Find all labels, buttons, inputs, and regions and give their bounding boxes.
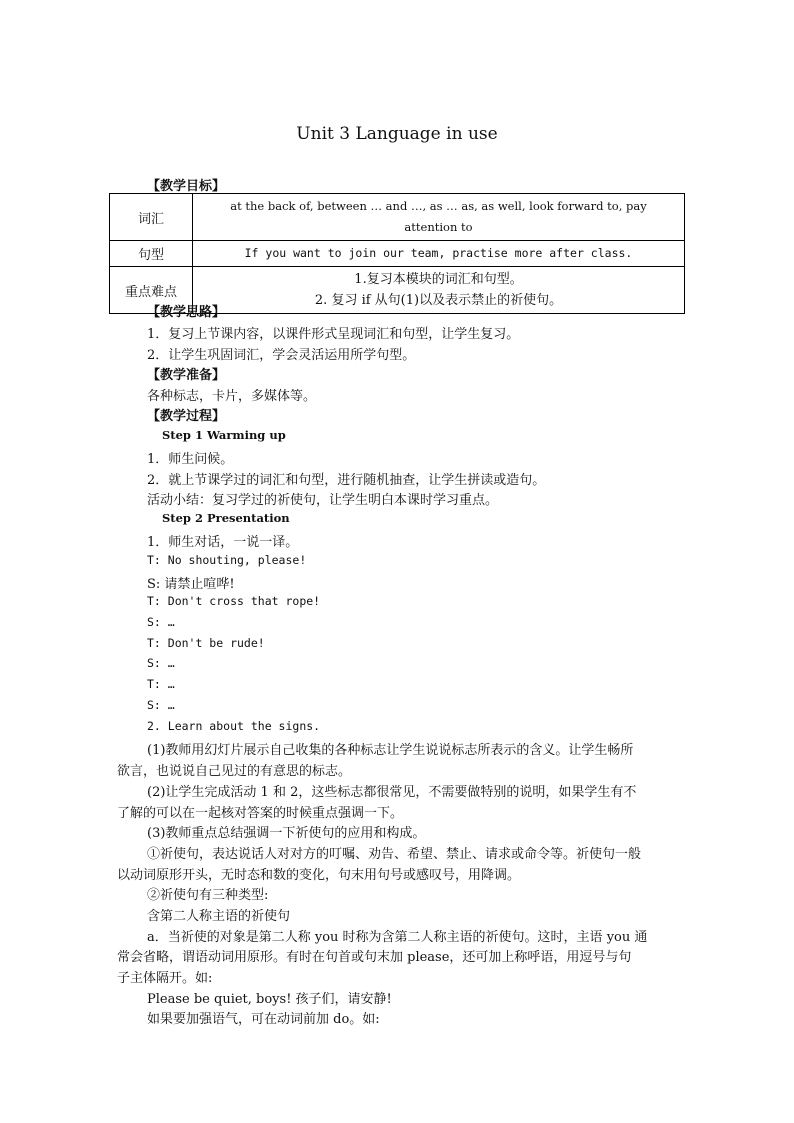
step1-item-1: 1．师生问候。 [147, 452, 234, 467]
process-heading: 【教学过程】 [147, 409, 226, 424]
sentence-line-1: If you want to join our team, practise more after class. [244, 246, 633, 260]
step2-title: Step 2 Presentation [162, 511, 290, 525]
vocabulary-line-2: attention to [404, 220, 473, 234]
dialogue-line: T: Don't be rude! [147, 636, 265, 650]
dialogue-line: S: … [147, 656, 175, 670]
table-row [110, 241, 685, 267]
dialogue-line: S: … [147, 615, 175, 629]
dialogue-line: S: … [147, 698, 175, 712]
paragraph-line: a．当祈使的对象是第二人称 you 时称为含第二人称主语的祈使句。这时，主语 you 通 [147, 930, 648, 945]
paragraph-line: 欲言，也说说自己见过的有意思的标志。 [117, 764, 352, 779]
paragraph-line: (1)教师用幻灯片展示自己收集的各种标志让学生说说标志所表示的含义。让学生畅所 [147, 743, 634, 758]
example-line: Please be quiet, boys! 孩子们，请安静! [147, 992, 392, 1007]
row-value-sentence [193, 241, 685, 267]
row-label-sentence: 句型 [110, 241, 193, 267]
paragraph-line: 了解的可以在一起核对答案的时候重点强调一下。 [117, 806, 404, 821]
page-title: Unit 3 Language in use [296, 124, 498, 144]
step1-summary: 活动小结：复习学过的祈使句，让学生明白本课时学习重点。 [147, 493, 499, 508]
step1-item-2: 2．就上节课学过的词汇和句型，进行随机抽查，让学生拼读或造句。 [147, 473, 546, 488]
paragraph-line: 子主体隔开。如: [117, 971, 213, 986]
thinking-item-2: 2．让学生巩固词汇，学会灵活运用所学句型。 [147, 348, 416, 363]
key-point-line-1: 1.复习本模块的词汇和句型。 [354, 272, 523, 287]
paragraph-line: 以动词原形开头，无时态和数的变化，句末用句号或感叹号，用降调。 [117, 868, 521, 883]
step1-title: Step 1 Warming up [162, 428, 286, 442]
paragraph-line: ①祈使句，表达说话人对对方的叮嘱、劝告、希望、禁止、请求或命令等。祈使句一般 [147, 847, 642, 862]
dialogue-line: T: … [147, 677, 175, 691]
paragraph-line: 含第二人称主语的祈使句 [147, 909, 291, 924]
table-row [110, 194, 685, 241]
row-value-vocabulary [193, 194, 685, 241]
signs-heading: 2. Learn about the signs. [147, 719, 321, 733]
paragraph-line: ②祈使句有三种类型: [147, 888, 269, 903]
dialogue-line: T: No shouting, please! [147, 553, 307, 567]
row-label-key-points: 重点难点 [110, 267, 193, 314]
thinking-heading: 【教学思路】 [147, 305, 226, 320]
dialogue-line: T: Don't cross that rope! [147, 594, 321, 608]
paragraph-line: 常会省略，谓语动词用原形。有时在句首或句末加 please，还可加上称呼语，用逗号与句 [117, 950, 632, 965]
paragraph-line: 如果要加强语气，可在动词前加 do。如: [147, 1012, 380, 1027]
prep-text: 各种标志，卡片，多媒体等。 [147, 389, 317, 404]
paragraph-line: (2)让学生完成活动 1 和 2，这些标志都很常见，不需要做特别的说明，如果学生有不 [147, 785, 637, 800]
row-label-vocabulary: 词汇 [110, 194, 193, 241]
objectives-table [109, 193, 685, 314]
dialogue-line: S: 请禁止喧哗! [147, 577, 235, 592]
prep-heading: 【教学准备】 [147, 368, 226, 383]
thinking-item-1: 1．复习上节课内容，以课件形式呈现词汇和句型，让学生复习。 [147, 327, 520, 342]
vocabulary-line-1: at the back of, between … and …, as … as, as well, look forward to, pay [230, 199, 647, 213]
paragraph-line: (3)教师重点总结强调一下祈使句的应用和构成。 [147, 826, 426, 841]
step2-intro: 1．师生对话，一说一译。 [147, 535, 299, 550]
row-value-key-points [193, 267, 685, 314]
objectives-heading: 【教学目标】 [147, 179, 226, 194]
key-point-line-2: 2. 复习 if 从句(1)以及表示禁止的祈使句。 [314, 293, 563, 308]
